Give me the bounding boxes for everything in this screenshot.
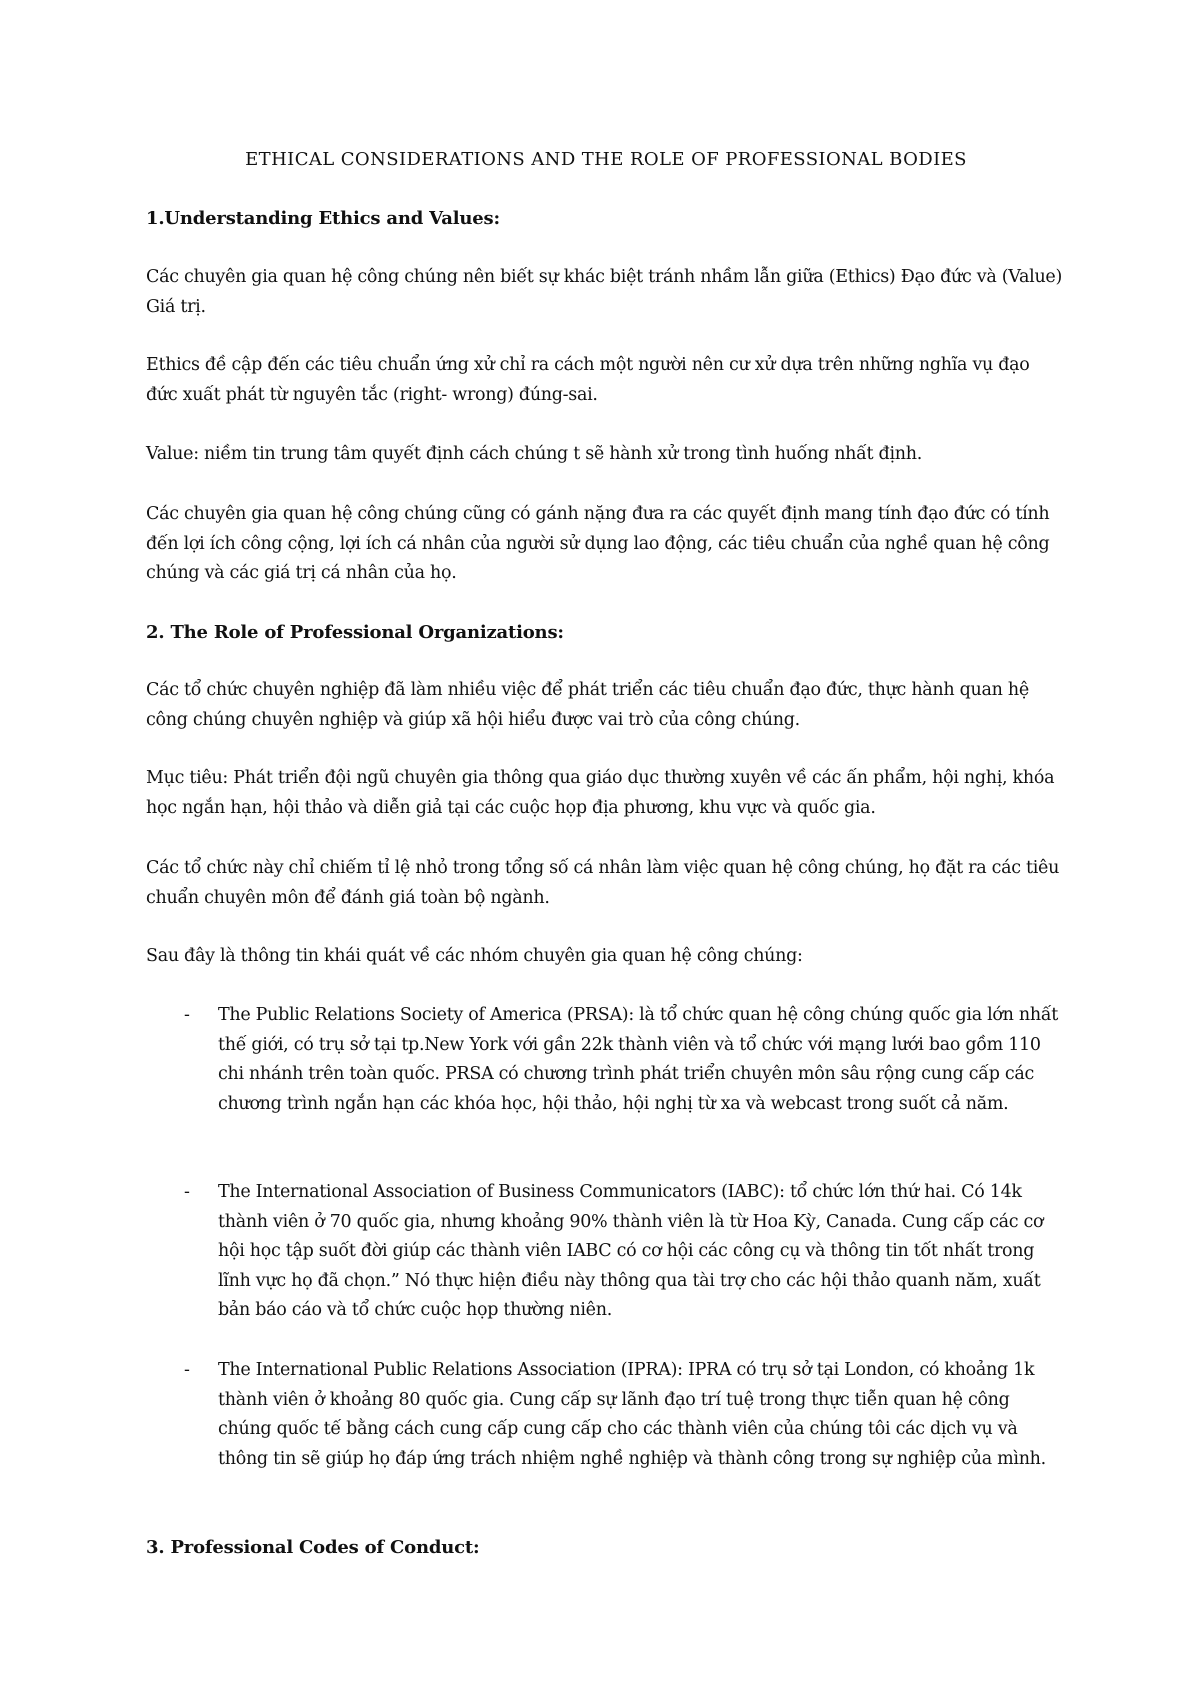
section-3-heading: 3. Professional Codes of Conduct:: [146, 1537, 480, 1558]
section-2-paragraph: Sau đây là thông tin khái quát về các nhóm chuyên gia quan hệ công chúng:: [146, 946, 803, 966]
bullet-dash: -: [184, 1005, 190, 1025]
section-2-paragraph: Các tổ chức chuyên nghiệp đã làm nhiều việc để phát triển các tiêu chuẩn đạo đức, thực hành quan hệ công chúng chuyên nghiệp và giúp xã hội hiểu được vai trò của công chúng.: [146, 680, 1029, 730]
bullet-text: The Public Relations Society of America (PRSA): là tổ chức quan hệ công chúng quốc gia lớn nhất thế giới, có trụ sở tại tp.New York với gần 22k thành viên và tổ chức với mạng lưới bao gồm 110 chi nhánh trên toàn quốc. PRSA có chương trình phát triển chuyên môn sâu rộng cung cấp các chương trình ngắn hạn các khóa học, hội thảo, hội nghị từ xa và webcast trong suốt cả năm.: [218, 1005, 1058, 1114]
section-1-paragraph: Các chuyên gia quan hệ công chúng cũng có gánh nặng đưa ra các quyết định mang tính đạo đức có tính đến lợi ích công cộng, lợi ích cá nhân của người sử dụng lao động, các tiêu chuẩn của nghề quan hệ công chúng và các giá trị cá nhân của họ.: [146, 504, 1050, 583]
section-2-heading: 2. The Role of Professional Organizations:: [146, 622, 564, 643]
section-1-paragraph: Value: niềm tin trung tâm quyết định cách chúng t sẽ hành xử trong tình huống nhất định.: [146, 444, 922, 464]
document-title: ETHICAL CONSIDERATIONS AND THE ROLE OF PROFESSIONAL BODIES: [245, 149, 967, 170]
bullet-text: The International Association of Business Communicators (IABC): tổ chức lớn thứ hai. Có 14k thành viên ở 70 quốc gia, nhưng khoảng 90% thành viên là từ Hoa Kỳ, Canada. Cung cấp các cơ hội học tập suốt đời giúp các thành viên IABC có cơ hội các công cụ và thông tin tốt nhất trong lĩnh vực họ đã chọn.” Nó thực hiện điều này thông qua tài trợ cho các hội thảo quanh năm, xuất bản báo cáo và tổ chức cuộc họp thường niên.: [218, 1182, 1044, 1320]
bullet-text: The International Public Relations Association (IPRA): IPRA có trụ sở tại London, có khoảng 1k thành viên ở khoảng 80 quốc gia. Cung cấp sự lãnh đạo trí tuệ trong thực tiễn quan hệ công chúng quốc tế bằng cách cung cấp cung cấp cho các thành viên của chúng tôi các dịch vụ và thông tin sẽ giúp họ đáp ứng trách nhiệm nghề nghiệp và thành công trong sự nghiệp của mình.: [218, 1360, 1046, 1469]
bullet-dash: -: [184, 1360, 190, 1380]
section-2-paragraph: Các tổ chức này chỉ chiếm tỉ lệ nhỏ trong tổng số cá nhân làm việc quan hệ công chúng, họ đặt ra các tiêu chuẩn chuyên môn để đánh giá toàn bộ ngành.: [146, 858, 1060, 908]
section-2-paragraph: Mục tiêu: Phát triển đội ngũ chuyên gia thông qua giáo dục thường xuyên về các ấn phẩm, hội nghị, khóa học ngắn hạn, hội thảo và diễn giả tại các cuộc họp địa phương, khu vực và quốc gia.: [146, 768, 1055, 818]
section-1-heading: 1.Understanding Ethics and Values:: [146, 208, 500, 229]
section-1-paragraph: Các chuyên gia quan hệ công chúng nên biết sự khác biệt tránh nhầm lẫn giữa (Ethics) Đạo đức và (Value) Giá trị.: [146, 267, 1063, 317]
section-1-paragraph: Ethics đề cập đến các tiêu chuẩn ứng xử chỉ ra cách một người nên cư xử dựa trên những nghĩa vụ đạo đức xuất phát từ nguyên tắc (right- wrong) đúng-sai.: [146, 355, 1030, 405]
bullet-dash: -: [184, 1182, 190, 1202]
